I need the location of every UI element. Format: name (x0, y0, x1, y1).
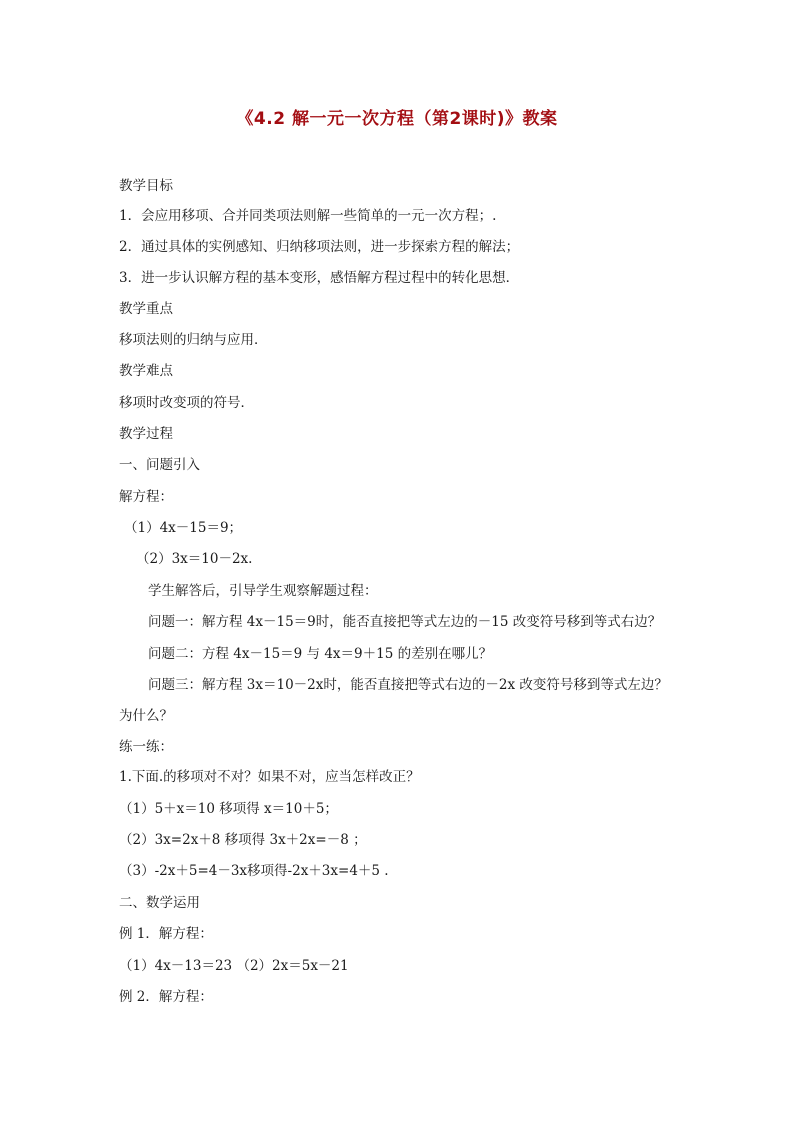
practice-question: 1.下面.的移项对不对？如果不对，应当怎样改正？ (119, 769, 420, 785)
practice-item-3: （3）-2x＋5=4－3x移项得-2x＋3x=4＋5 . (119, 863, 389, 879)
example-1-equations: （1）4x－13＝23 （2）2x＝5x－21 (119, 958, 349, 974)
practice-heading: 练一练： (119, 739, 173, 755)
question-3-continued: 为什么？ (119, 708, 173, 724)
equation-2: （2）3x＝10－2x. (136, 551, 253, 567)
objective-1: 1．会应用移项、合并同类项法则解一些简单的一元一次方程；. (119, 208, 497, 224)
equation-1: （1）4x－15＝9； (124, 520, 243, 536)
guide-text: 学生解答后，引导学生观察解题过程： (148, 583, 378, 599)
section-heading-objectives: 教学目标 (119, 178, 173, 194)
section-heading-difficulties: 教学难点 (119, 363, 173, 379)
solve-equation-label: 解方程： (119, 489, 173, 505)
question-2: 问题二：方程 4x－15＝9 与 4x＝9＋15 的差别在哪儿？ (148, 646, 493, 662)
practice-item-2: （2）3x=2x＋8 移项得 3x＋2x=－8 ； (119, 832, 367, 848)
example-1-heading: 例 1．解方程： (119, 926, 213, 942)
practice-item-1: （1）5＋x＝10 移项得 x＝10＋5； (119, 801, 338, 817)
difficulty-text: 移项时改变项的符号． (119, 395, 254, 411)
question-1: 问题一：解方程 4x－15＝9时，能否直接把等式左边的－15 改变符号移到等式右边？ (148, 614, 662, 630)
document-title: 《4.2 解一元一次方程（第2课时)》教案 (236, 109, 558, 129)
objective-2: 2．通过具体的实例感知、归纳移项法则，进一步探索方程的解法； (119, 239, 520, 255)
section-heading-key-points: 教学重点 (119, 301, 173, 317)
subsection-introduction: 一、问题引入 (119, 457, 200, 473)
question-3: 问题三：解方程 3x＝10－2x时，能否直接把等式右边的－2x 改变符号移到等式左边？ (148, 677, 668, 693)
example-2-heading: 例 2．解方程： (119, 989, 213, 1005)
objective-3: 3．进一步认识解方程的基本变形，感悟解方程过程中的转化思想． (119, 270, 520, 286)
subsection-application: 二、数学运用 (119, 895, 200, 911)
key-point-text: 移项法则的归纳与应用． (119, 332, 268, 348)
section-heading-process: 教学过程 (119, 426, 173, 442)
